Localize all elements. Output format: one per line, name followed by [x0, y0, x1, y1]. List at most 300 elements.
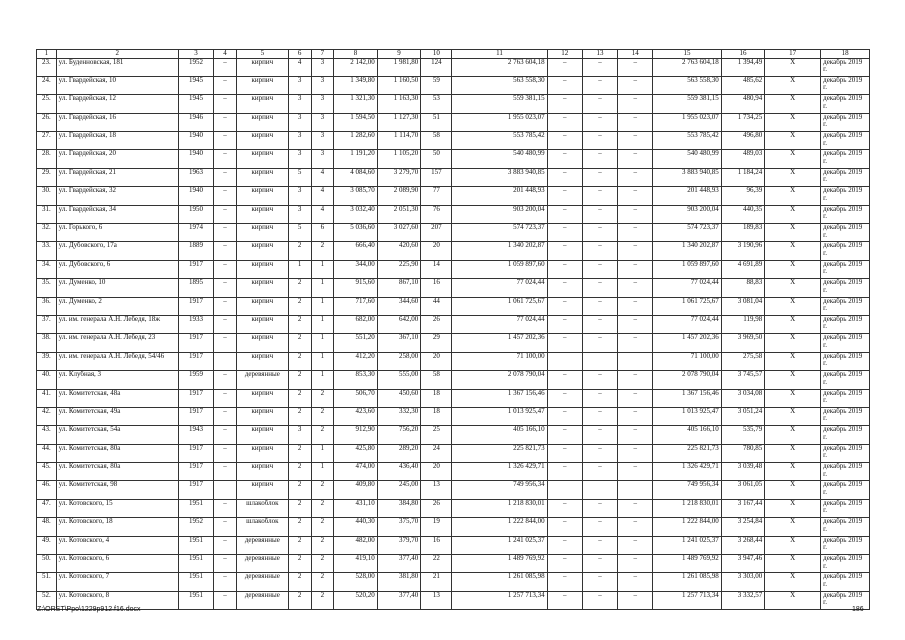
cell-entrances: 2: [311, 499, 334, 517]
cell-entrances: 2: [311, 389, 334, 407]
cell-year-built: 1951: [178, 591, 213, 609]
table-row: [37, 444, 870, 462]
cell-wall-material: кирпич: [236, 150, 288, 168]
cell-address: ул. Котовского, 7: [56, 573, 178, 591]
cell-row-number: 37.: [37, 315, 57, 333]
cell-total-cost: 749 956,34: [452, 481, 547, 499]
column-number-4: 4: [214, 50, 237, 59]
cell-planned-completion: декабрь 2019 г.: [821, 352, 870, 370]
cell-cost-owners: –: [618, 444, 653, 462]
cell-planned-completion: декабрь 2019 г.: [821, 297, 870, 315]
cell-owners-funds: 2 078 790,04: [653, 371, 721, 389]
cell-total-area: 3 085,70: [334, 187, 378, 205]
cell-row-number: 36.: [37, 297, 57, 315]
cell-year-last-repair: –: [214, 591, 237, 609]
cell-cost-budget: –: [582, 95, 617, 113]
cell-unit-cost: 3 034,08: [721, 389, 765, 407]
cell-total-cost: 405 166,10: [452, 426, 547, 444]
cell-row-number: 43.: [37, 426, 57, 444]
cell-cost-fund: –: [547, 260, 582, 278]
cell-row-number: 30.: [37, 187, 57, 205]
cell-owners-funds: 1 061 725,67: [653, 297, 721, 315]
cell-total-cost: 1 241 025,37: [452, 536, 547, 554]
cell-floors: 2: [288, 573, 311, 591]
cell-cost-budget: –: [582, 242, 617, 260]
cell-residents: 16: [421, 279, 452, 297]
cell-owners-funds: 540 480,99: [653, 150, 721, 168]
cell-limit-cost: Х: [765, 224, 821, 242]
cell-row-number: 28.: [37, 150, 57, 168]
cell-cost-fund: –: [547, 113, 582, 131]
column-number-7: 7: [311, 50, 334, 59]
cell-total-area: 423,60: [334, 407, 378, 425]
cell-cost-budget: –: [582, 591, 617, 609]
cell-owners-funds: 903 200,04: [653, 205, 721, 223]
cell-floors: 2: [288, 463, 311, 481]
cell-limit-cost: Х: [765, 352, 821, 370]
cell-wall-material: кирпич: [236, 260, 288, 278]
cell-owners-funds: 1 367 156,46: [653, 389, 721, 407]
cell-entrances: 1: [311, 352, 334, 370]
cell-residents: 124: [421, 58, 452, 76]
cell-limit-cost: Х: [765, 113, 821, 131]
cell-floors: 2: [288, 279, 311, 297]
table-row: [37, 242, 870, 260]
cell-wall-material: кирпич: [236, 315, 288, 333]
cell-year-last-repair: [214, 481, 237, 499]
cell-cost-fund: –: [547, 58, 582, 76]
cell-total-area: 1 191,20: [334, 150, 378, 168]
cell-floors: 3: [288, 132, 311, 150]
cell-address: ул. им. генерала А.Н. Лебедя, 54/46: [56, 352, 178, 370]
cell-residential-area: 245,00: [377, 481, 421, 499]
table-row: [37, 573, 870, 591]
cell-residential-area: 1 127,30: [377, 113, 421, 131]
cell-unit-cost: 4 691,89: [721, 260, 765, 278]
cell-residents: 18: [421, 407, 452, 425]
cell-residential-area: 367,10: [377, 334, 421, 352]
table-row: [37, 315, 870, 333]
cell-unit-cost: 489,03: [721, 150, 765, 168]
cell-owners-funds: 1 013 925,47: [653, 407, 721, 425]
cell-cost-budget: –: [582, 168, 617, 186]
cell-total-area: 474,00: [334, 463, 378, 481]
cell-total-cost: 559 381,15: [452, 95, 547, 113]
cell-wall-material: кирпич: [236, 279, 288, 297]
cell-year-last-repair: –: [214, 407, 237, 425]
cell-total-cost: 540 480,99: [452, 150, 547, 168]
cell-total-cost: 1 340 202,87: [452, 242, 547, 260]
column-number-16: 16: [721, 50, 765, 59]
cell-cost-owners: –: [618, 150, 653, 168]
cell-year-built: 1946: [178, 113, 213, 131]
cell-wall-material: шлакоблок: [236, 518, 288, 536]
cell-year-built: 1917: [178, 444, 213, 462]
cell-floors: 3: [288, 95, 311, 113]
cell-total-area: 431,10: [334, 499, 378, 517]
cell-row-number: 27.: [37, 132, 57, 150]
column-number-14: 14: [618, 50, 653, 59]
cell-address: ул. Комитетская, 80а: [56, 463, 178, 481]
cell-wall-material: кирпич: [236, 352, 288, 370]
cell-total-area: 2 142,00: [334, 58, 378, 76]
cell-residents: 26: [421, 499, 452, 517]
cell-owners-funds: 574 723,37: [653, 224, 721, 242]
cell-floors: 3: [288, 205, 311, 223]
cell-entrances: 2: [311, 573, 334, 591]
table-row: [37, 518, 870, 536]
cell-residential-area: 332,30: [377, 407, 421, 425]
cell-cost-fund: –: [547, 76, 582, 94]
cell-year-last-repair: –: [214, 187, 237, 205]
cell-residential-area: 384,80: [377, 499, 421, 517]
cell-entrances: 2: [311, 426, 334, 444]
cell-year-built: 1940: [178, 150, 213, 168]
cell-year-built: 1917: [178, 297, 213, 315]
column-number-10: 10: [421, 50, 452, 59]
cell-wall-material: кирпич: [236, 407, 288, 425]
cell-floors: 2: [288, 591, 311, 609]
cell-year-built: 1943: [178, 426, 213, 444]
cell-total-cost: 3 883 940,85: [452, 168, 547, 186]
cell-year-built: 1951: [178, 536, 213, 554]
cell-floors: 2: [288, 242, 311, 260]
cell-cost-fund: –: [547, 279, 582, 297]
cell-row-number: 35.: [37, 279, 57, 297]
cell-year-last-repair: –: [214, 297, 237, 315]
cell-planned-completion: декабрь 2019 г.: [821, 113, 870, 131]
cell-entrances: 3: [311, 95, 334, 113]
cell-wall-material: кирпич: [236, 463, 288, 481]
cell-unit-cost: 96,39: [721, 187, 765, 205]
cell-residential-area: 377,40: [377, 555, 421, 573]
cell-residential-area: 420,60: [377, 242, 421, 260]
cell-year-last-repair: –: [214, 260, 237, 278]
cell-planned-completion: декабрь 2019 г.: [821, 499, 870, 517]
cell-year-last-repair: –: [214, 315, 237, 333]
cell-year-built: 1917: [178, 352, 213, 370]
cell-address: ул. Гвардейская, 16: [56, 113, 178, 131]
column-number-12: 12: [547, 50, 582, 59]
cell-unit-cost: 3 268,44: [721, 536, 765, 554]
cell-unit-cost: 119,98: [721, 315, 765, 333]
cell-total-cost: 225 821,73: [452, 444, 547, 462]
cell-limit-cost: Х: [765, 260, 821, 278]
cell-owners-funds: 1 222 844,00: [653, 518, 721, 536]
cell-owners-funds: 1 340 202,87: [653, 242, 721, 260]
cell-entrances: 3: [311, 150, 334, 168]
cell-row-number: 52.: [37, 591, 57, 609]
cell-row-number: 33.: [37, 242, 57, 260]
cell-floors: 2: [288, 334, 311, 352]
cell-year-last-repair: –: [214, 389, 237, 407]
table-row: [37, 279, 870, 297]
cell-cost-budget: –: [582, 58, 617, 76]
cell-total-area: 3 032,40: [334, 205, 378, 223]
column-number-6: 6: [288, 50, 311, 59]
cell-owners-funds: 1 241 025,37: [653, 536, 721, 554]
cell-limit-cost: Х: [765, 536, 821, 554]
cell-residential-area: 555,00: [377, 371, 421, 389]
cell-year-built: 1933: [178, 315, 213, 333]
cell-wall-material: шлакоблок: [236, 499, 288, 517]
cell-unit-cost: 3 167,44: [721, 499, 765, 517]
cell-entrances: 1: [311, 371, 334, 389]
cell-residents: 59: [421, 76, 452, 94]
cell-owners-funds: 225 821,73: [653, 444, 721, 462]
cell-unit-cost: 1 184,24: [721, 168, 765, 186]
cell-cost-fund: –: [547, 555, 582, 573]
cell-year-built: 1917: [178, 407, 213, 425]
cell-residents: 20: [421, 352, 452, 370]
cell-cost-fund: –: [547, 150, 582, 168]
table-row: [37, 334, 870, 352]
cell-year-built: 1951: [178, 499, 213, 517]
cell-cost-fund: –: [547, 426, 582, 444]
cell-entrances: 1: [311, 279, 334, 297]
cell-owners-funds: 559 381,15: [653, 95, 721, 113]
cell-address: ул. Гвардейская, 34: [56, 205, 178, 223]
cell-wall-material: кирпич: [236, 95, 288, 113]
cell-cost-owners: –: [618, 76, 653, 94]
cell-planned-completion: декабрь 2019 г.: [821, 168, 870, 186]
cell-residential-area: 867,10: [377, 279, 421, 297]
cell-entrances: 2: [311, 536, 334, 554]
cell-cost-budget: –: [582, 334, 617, 352]
cell-planned-completion: декабрь 2019 г.: [821, 591, 870, 609]
cell-cost-fund: –: [547, 518, 582, 536]
cell-limit-cost: Х: [765, 279, 821, 297]
table-row: [37, 481, 870, 499]
cell-owners-funds: 1 326 429,71: [653, 463, 721, 481]
cell-wall-material: кирпич: [236, 444, 288, 462]
cell-cost-budget: [582, 352, 617, 370]
cell-year-built: 1889: [178, 242, 213, 260]
cell-owners-funds: 1 218 830,01: [653, 499, 721, 517]
cell-cost-fund: –: [547, 315, 582, 333]
cell-cost-budget: –: [582, 150, 617, 168]
cell-address: ул. Котовского, 18: [56, 518, 178, 536]
cell-year-built: 1940: [178, 187, 213, 205]
cell-cost-fund: –: [547, 334, 582, 352]
table-row: [37, 205, 870, 223]
cell-cost-budget: –: [582, 279, 617, 297]
cell-cost-budget: –: [582, 132, 617, 150]
cell-limit-cost: Х: [765, 242, 821, 260]
cell-cost-owners: –: [618, 205, 653, 223]
cell-wall-material: кирпич: [236, 76, 288, 94]
cell-total-area: 440,30: [334, 518, 378, 536]
cell-limit-cost: Х: [765, 518, 821, 536]
cell-residential-area: 1 981,80: [377, 58, 421, 76]
cell-cost-owners: –: [618, 260, 653, 278]
cell-total-cost: 574 723,37: [452, 224, 547, 242]
cell-cost-budget: –: [582, 205, 617, 223]
cell-planned-completion: декабрь 2019 г.: [821, 58, 870, 76]
cell-cost-owners: –: [618, 518, 653, 536]
cell-total-area: 506,70: [334, 389, 378, 407]
cell-address: ул. Клубная, 3: [56, 371, 178, 389]
cell-cost-owners: –: [618, 573, 653, 591]
cell-residential-area: 2 051,30: [377, 205, 421, 223]
cell-year-last-repair: –: [214, 463, 237, 481]
column-number-3: 3: [178, 50, 213, 59]
cell-limit-cost: Х: [765, 444, 821, 462]
cell-address: ул. Комитетская, 80а: [56, 444, 178, 462]
cell-total-area: 682,00: [334, 315, 378, 333]
cell-cost-owners: [618, 352, 653, 370]
cell-unit-cost: 496,80: [721, 132, 765, 150]
cell-total-cost: 1 218 830,01: [452, 499, 547, 517]
cell-entrances: 1: [311, 297, 334, 315]
cell-cost-fund: –: [547, 463, 582, 481]
cell-cost-budget: –: [582, 407, 617, 425]
cell-residents: 76: [421, 205, 452, 223]
cell-unit-cost: 3 745,57: [721, 371, 765, 389]
cell-total-area: 1 349,80: [334, 76, 378, 94]
cell-planned-completion: декабрь 2019 г.: [821, 76, 870, 94]
cell-row-number: 42.: [37, 407, 57, 425]
column-number-8: 8: [334, 50, 378, 59]
cell-year-last-repair: –: [214, 573, 237, 591]
cell-year-last-repair: –: [214, 113, 237, 131]
cell-entrances: 1: [311, 334, 334, 352]
cell-year-built: 1974: [178, 224, 213, 242]
cell-year-last-repair: –: [214, 279, 237, 297]
cell-row-number: 38.: [37, 334, 57, 352]
cell-owners-funds: 563 558,30: [653, 76, 721, 94]
cell-year-last-repair: –: [214, 58, 237, 76]
cell-wall-material: кирпич: [236, 426, 288, 444]
cell-total-area: 1 594,50: [334, 113, 378, 131]
cell-year-last-repair: –: [214, 132, 237, 150]
cell-unit-cost: 189,83: [721, 224, 765, 242]
cell-wall-material: кирпич: [236, 205, 288, 223]
table-row: [37, 352, 870, 370]
cell-address: ул. им. генерала А.Н. Лебедя, 23: [56, 334, 178, 352]
cell-planned-completion: декабрь 2019 г.: [821, 224, 870, 242]
table-row: [37, 371, 870, 389]
cell-residents: 25: [421, 426, 452, 444]
cell-planned-completion: декабрь 2019 г.: [821, 371, 870, 389]
table-row: [37, 426, 870, 444]
cell-limit-cost: Х: [765, 389, 821, 407]
cell-planned-completion: декабрь 2019 г.: [821, 132, 870, 150]
cell-wall-material: кирпич: [236, 242, 288, 260]
column-number-11: 11: [452, 50, 547, 59]
cell-total-area: 915,60: [334, 279, 378, 297]
cell-limit-cost: Х: [765, 371, 821, 389]
cell-planned-completion: декабрь 2019 г.: [821, 573, 870, 591]
cell-floors: 3: [288, 150, 311, 168]
cell-entrances: 3: [311, 113, 334, 131]
cell-cost-budget: –: [582, 444, 617, 462]
cell-cost-fund: –: [547, 187, 582, 205]
cell-planned-completion: декабрь 2019 г.: [821, 444, 870, 462]
cell-total-area: 1 282,60: [334, 132, 378, 150]
cell-cost-owners: –: [618, 315, 653, 333]
cell-year-built: 1959: [178, 371, 213, 389]
cell-residential-area: 381,80: [377, 573, 421, 591]
table-row: [37, 389, 870, 407]
cell-row-number: 34.: [37, 260, 57, 278]
cell-total-cost: 71 100,00: [452, 352, 547, 370]
cell-limit-cost: Х: [765, 315, 821, 333]
cell-floors: 2: [288, 315, 311, 333]
cell-residential-area: 1 160,50: [377, 76, 421, 94]
cell-year-last-repair: –: [214, 499, 237, 517]
cell-entrances: 1: [311, 463, 334, 481]
cell-owners-funds: 2 763 604,18: [653, 58, 721, 76]
cell-entrances: 3: [311, 76, 334, 94]
cell-cost-fund: –: [547, 389, 582, 407]
cell-total-area: 4 084,60: [334, 168, 378, 186]
cell-planned-completion: декабрь 2019 г.: [821, 279, 870, 297]
cell-wall-material: деревянные: [236, 536, 288, 554]
cell-residential-area: 258,00: [377, 352, 421, 370]
cell-unit-cost: 480,94: [721, 95, 765, 113]
column-number-5: 5: [236, 50, 288, 59]
cell-wall-material: кирпич: [236, 132, 288, 150]
cell-floors: 1: [288, 260, 311, 278]
cell-limit-cost: Х: [765, 463, 821, 481]
cell-year-last-repair: [214, 352, 237, 370]
cell-total-area: 853,30: [334, 371, 378, 389]
cell-cost-owners: –: [618, 279, 653, 297]
cell-limit-cost: Х: [765, 555, 821, 573]
cell-row-number: 31.: [37, 205, 57, 223]
cell-total-cost: 77 024,44: [452, 279, 547, 297]
cell-total-cost: 1 489 769,92: [452, 555, 547, 573]
cell-residents: 13: [421, 591, 452, 609]
cell-cost-budget: –: [582, 573, 617, 591]
document-file-path: Z:\ORST\Ppo\1229p912.f16.docx: [37, 606, 141, 613]
cell-row-number: 26.: [37, 113, 57, 131]
cell-planned-completion: декабрь 2019 г.: [821, 187, 870, 205]
table-row: [37, 591, 870, 609]
cell-residents: 20: [421, 463, 452, 481]
cell-cost-budget: –: [582, 76, 617, 94]
cell-address: ул. Котовского, 8: [56, 591, 178, 609]
cell-year-built: 1917: [178, 481, 213, 499]
cell-owners-funds: 1 955 023,07: [653, 113, 721, 131]
cell-total-cost: 563 558,30: [452, 76, 547, 94]
cell-year-built: 1951: [178, 555, 213, 573]
cell-cost-budget: –: [582, 426, 617, 444]
cell-year-built: 1917: [178, 334, 213, 352]
table-row: [37, 260, 870, 278]
cell-total-area: 528,00: [334, 573, 378, 591]
cell-year-last-repair: –: [214, 426, 237, 444]
cell-entrances: 2: [311, 242, 334, 260]
cell-owners-funds: 77 024,44: [653, 315, 721, 333]
cell-wall-material: деревянные: [236, 573, 288, 591]
cell-limit-cost: Х: [765, 187, 821, 205]
cell-address: ул. Думенко, 2: [56, 297, 178, 315]
cell-limit-cost: Х: [765, 481, 821, 499]
cell-unit-cost: 3 254,84: [721, 518, 765, 536]
table-row: [37, 132, 870, 150]
cell-owners-funds: 405 166,10: [653, 426, 721, 444]
cell-entrances: 4: [311, 205, 334, 223]
cell-year-last-repair: –: [214, 555, 237, 573]
cell-total-cost: 1 061 725,67: [452, 297, 547, 315]
cell-total-area: 551,20: [334, 334, 378, 352]
cell-unit-cost: 535,79: [721, 426, 765, 444]
cell-residents: 207: [421, 224, 452, 242]
cell-total-cost: 1 457 202,36: [452, 334, 547, 352]
cell-floors: 3: [288, 187, 311, 205]
